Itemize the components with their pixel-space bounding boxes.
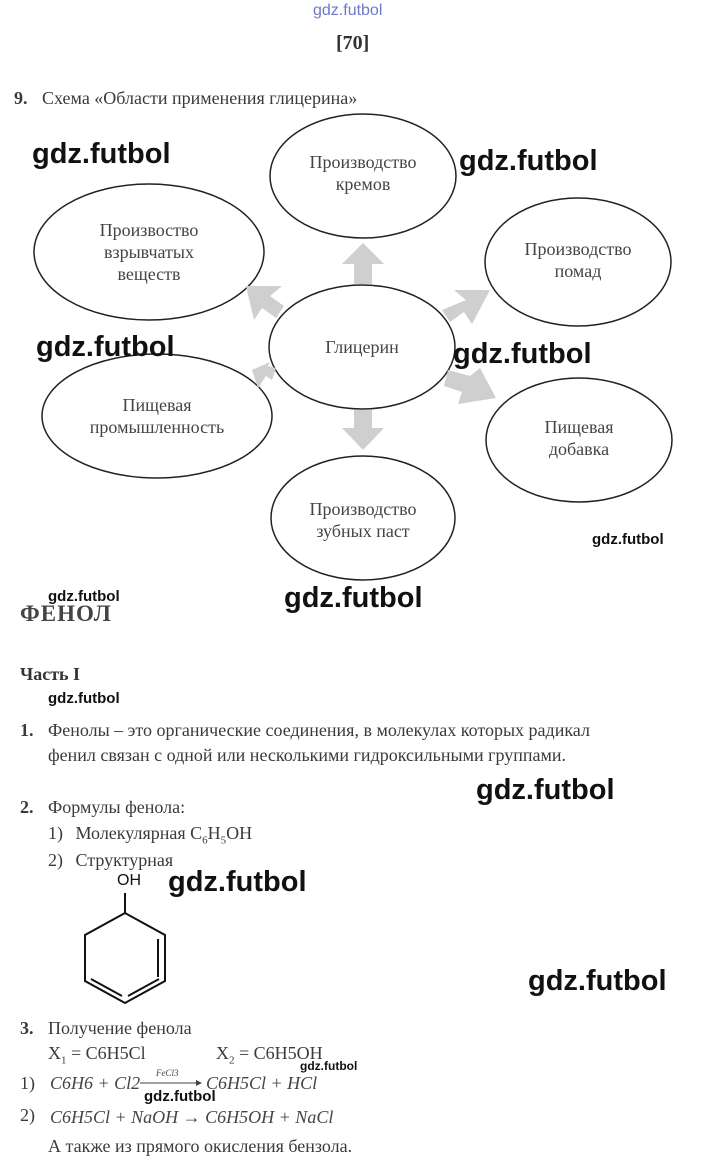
eq2: C6H5Cl + NaOH → C6H5OH + NaCl xyxy=(50,1107,334,1127)
top-watermark: gdz.futbol xyxy=(313,2,383,19)
watermark: gdz.futbol xyxy=(453,338,592,370)
node-right-line1: Пищевая xyxy=(544,417,614,437)
node-left-line2: промышленность xyxy=(89,417,225,437)
watermark: gdz.futbol xyxy=(48,690,120,707)
node-top-line1: Производство xyxy=(309,152,417,172)
x2-sub: 2 xyxy=(229,1054,235,1067)
item2-title: Формулы фенола: xyxy=(48,797,186,817)
arrow-up xyxy=(342,243,384,284)
item1-line1: Фенолы – это органические соединения, в молекулах которых радикал xyxy=(48,720,590,740)
watermark: gdz.futbol xyxy=(36,331,175,363)
node-top-left-line2: взрывчатых xyxy=(103,242,195,262)
phenol-structure xyxy=(70,885,180,1005)
eq1-label: 1) xyxy=(20,1073,35,1093)
node-top-right-text xyxy=(485,238,671,282)
oh-label: OH xyxy=(117,872,141,889)
watermark: gdz.futbol xyxy=(592,531,664,548)
eq1-right: C6H5Cl + HCl xyxy=(206,1073,318,1093)
part-title: Часть I xyxy=(20,664,81,684)
node-bottom-line2: зубных паст xyxy=(316,521,410,541)
item2-sub1 xyxy=(48,823,252,847)
node-bottom-line1: Производство xyxy=(309,499,417,519)
watermark: gdz.futbol xyxy=(528,965,667,997)
item1-line2: фенил связан с одной или несколькими гидроксильными группами. xyxy=(48,745,567,765)
watermark: gdz.futbol xyxy=(459,145,598,177)
node-top-left-line1: Произвоство xyxy=(99,220,199,240)
x1-label: X xyxy=(48,1043,61,1063)
node-top-text xyxy=(270,151,456,195)
item2-sub1-label: 1) xyxy=(48,823,63,843)
item3-note: А также из прямого окисления бензола. xyxy=(48,1136,353,1156)
x1-sub: 1 xyxy=(61,1054,67,1067)
node-top-right-line2: помад xyxy=(554,261,602,281)
arrow-down-right xyxy=(444,368,496,404)
node-right-text xyxy=(486,416,672,460)
item3-x1 xyxy=(48,1043,146,1067)
item2-sub1-f2: H xyxy=(207,823,221,843)
item2-sub1-text: Молекулярная C xyxy=(75,823,203,843)
x2-label: X xyxy=(216,1043,229,1063)
watermark: gdz.futbol xyxy=(168,866,307,898)
eq1-left: C6H6 + Cl2 xyxy=(50,1073,141,1093)
arrow-up-left xyxy=(246,286,284,320)
x1-value: = C6H5Cl xyxy=(66,1043,146,1063)
item2-sub2-text: Структурная xyxy=(75,850,174,870)
node-center-text: Глицерин xyxy=(325,337,399,357)
x2-value: = C6H5OH xyxy=(234,1043,323,1063)
item3-number: 3. xyxy=(20,1018,34,1038)
watermark: gdz.futbol xyxy=(48,588,120,605)
section-title: ФЕНОЛ xyxy=(20,601,112,626)
node-top-right-line1: Производство xyxy=(524,239,632,259)
item2-sub1-f3: 5 xyxy=(220,834,227,847)
node-top-left-text xyxy=(34,219,264,285)
task9-title: Схема «Области применения глицерина» xyxy=(42,88,358,108)
node-top-line2: кремов xyxy=(335,174,391,194)
item1-number: 1. xyxy=(20,720,34,740)
item2-sub1-f4: OH xyxy=(226,823,253,843)
eq2-label: 2) xyxy=(20,1105,35,1125)
watermark: gdz.futbol xyxy=(144,1088,216,1105)
task9-number: 9. xyxy=(14,88,28,108)
item3-title: Получение фенола xyxy=(48,1018,192,1038)
item2-sub2-label: 2) xyxy=(48,850,63,870)
node-left-line1: Пищевая xyxy=(122,395,192,415)
node-bottom-text xyxy=(271,498,455,542)
node-left-text xyxy=(42,394,272,438)
arrow-up-right xyxy=(442,290,490,324)
watermark: gdz.futbol xyxy=(284,582,423,614)
item2-number: 2. xyxy=(20,797,34,817)
item2-sub2 xyxy=(48,850,173,871)
node-right-line2: добавка xyxy=(548,439,610,459)
watermark: gdz.futbol xyxy=(32,138,171,170)
page-number: [70] xyxy=(336,32,370,54)
eq1-catalyst: FeCl3 xyxy=(156,1068,179,1078)
item2-sub1-f1: 6 xyxy=(202,834,208,847)
arrow-down xyxy=(342,410,384,450)
watermark: gdz.futbol xyxy=(300,1059,358,1073)
watermark: gdz.futbol xyxy=(476,774,615,806)
node-top-left-line3: веществ xyxy=(117,264,181,284)
